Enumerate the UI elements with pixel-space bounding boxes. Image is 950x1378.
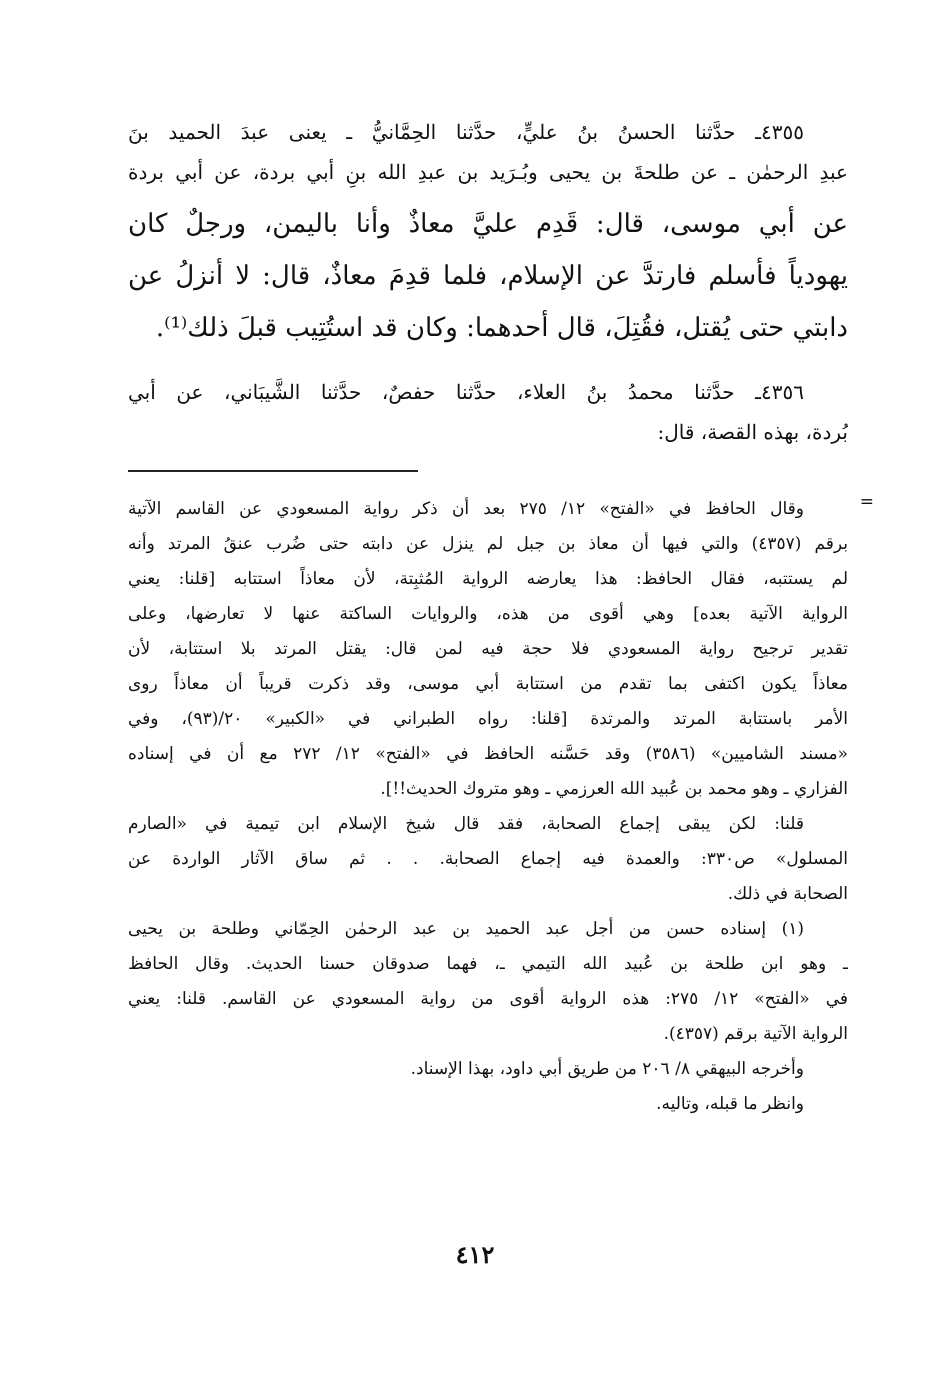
text-line: ٤٣٥٥ـ حدَّثنا الحسنُ بنُ عليٍّ، حدَّثنا الحِمَّانيُّ ـ يعنى عبدَ الحميد بنَ [128, 120, 804, 144]
text-line: وأخرجه البيهقي ٨/ ٢٠٦ من طريق أبي داود، بهذا الإسناد. [410, 1059, 804, 1079]
text-line: قلنا: لكن يبقى إجماع الصحابة، فقد قال شيخ الإسلام ابن تيمية في «الصارم [128, 814, 804, 834]
text-line: المسلول» ص٣٣٠: والعمدة فيه إجماع الصحابة. . . ثم ساق الآثار الواردة عن [128, 849, 848, 869]
text-line: الأمر باستتابة المرتد والمرتدة [قلنا: رواه الطبراني في «الكبير» ٢٠/(٩٣)، وفي [128, 709, 848, 729]
text-line: وقال الحافظ في «الفتح» ١٢/ ٢٧٥ بعد أن ذكر رواية المسعودي عن القاسم الآتية [128, 499, 804, 519]
text-line: وانظر ما قبله، وتاليه. [656, 1094, 804, 1114]
hadith-4356 [128, 372, 848, 452]
text-line: ـ وهو ابن طلحة بن عُبيد الله التيمي ـ، فهما صدوقان حسنا الحديث. وقال الحافظ [128, 954, 848, 974]
text-line: بُردة، بهذه القصة، قال: [657, 420, 848, 444]
text-line: يهودياً فأسلم فارتدَّ عن الإسلام، فلما قدِمَ معاذٌ، قال: لا أنزلُ عن [128, 261, 848, 291]
text-line: الرواية الآتية بعده] وهي أقوى من هذه، والروايات الساكتة عنها لا تعارضها، وعلى [128, 604, 848, 624]
hadith-4355-matn [128, 198, 848, 354]
continuation-mark: = [859, 492, 874, 512]
text-line: ٤٣٥٦ـ حدَّثنا محمدُ بنُ العلاء، حدَّثنا حفصٌ، حدَّثنا الشَّيبَاني، عن أبي [128, 380, 804, 404]
text-line: في «الفتح» ١٢/ ٢٧٥: هذه الرواية أقوى من رواية المسعودي عن القاسم. قلنا: يعني [128, 989, 848, 1009]
text-line: (١) إسناده حسن من أجل عبد الحميد بن عبد الرحمٰن الحِمّاني وطلحة بن يحيى [128, 919, 804, 939]
page-body [128, 100, 874, 1122]
text-line: الرواية الآتية برقم (٤٣٥٧). [663, 1024, 848, 1044]
text-line: لم يستتبه، فقال الحافظ: هذا يعارضه الرواية المُثبِتة، لأن معاذاً استتابه [قلنا: يعني [128, 569, 848, 589]
text-line: «مسند الشاميين» (٣٥٨٦) وقد حَسَّنه الحافظ في «الفتح» ١٢/ ٢٧٢ مع أن في إسناده [128, 744, 848, 764]
text-line: الصحابة في ذلك. [727, 884, 848, 904]
footnote-continued [128, 492, 874, 912]
text-line: دابتي حتى يُقتل، فقُتِلَ، قال أحدهما: وكان قد استُتِيب قبلَ ذلك⁽¹⁾. [155, 313, 848, 343]
text-line: برقم (٤٣٥٧) والتي فيها أن معاذ بن جبل لم ينزل عن دابته حتى ضُرب عنقُ المرتد وأنه [128, 534, 848, 554]
text-line: تقدير ترجيح رواية المسعودي فلا حجة فيه لمن قال: يقتل المرتد بلا استتابة، لأن [128, 639, 848, 659]
footnote-1 [128, 912, 848, 1122]
page-number: ٤١٢ [455, 1240, 495, 1269]
text-line: الفزاري ـ وهو محمد بن عُبيد الله العرزمي ـ وهو متروك الحديث!!]. [380, 779, 848, 799]
text-line: عبدِ الرحمٰن ـ عن طلحةَ بن يحيى وبُـرَيد بن عبدِ الله بنِ أبي بردة، عن أبي بردة [128, 160, 848, 184]
footnote-separator [128, 470, 418, 472]
text-line: عن أبي موسى، قال: قَدِم عليَّ معاذٌ وأنا باليمن، ورجلٌ كان [128, 209, 848, 239]
hadith-4355-isnad [128, 112, 848, 192]
text-line: معاذاً يكون اكتفى بما تقدم من استتابة أبي موسى، وقد ذكرت قريباً أن معاذاً روى [128, 674, 848, 694]
